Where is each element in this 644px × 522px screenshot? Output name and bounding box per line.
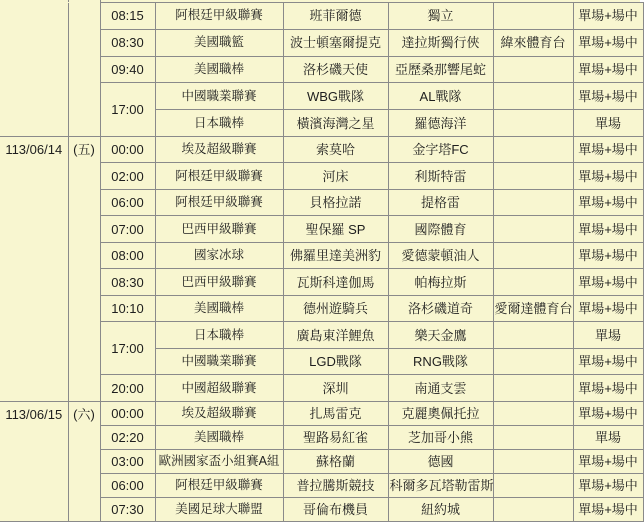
channel-cell [493, 322, 573, 349]
away-team-cell: 獨立 [388, 3, 493, 30]
time-cell: 17:00 [100, 83, 155, 137]
time-cell: 08:30 [100, 269, 155, 296]
bet-type-cell: 單場+場中 [573, 136, 643, 163]
match-row [0, 136, 643, 163]
league-cell: 中國超級聯賽 [155, 375, 283, 402]
home-team-cell: 廣島東洋鯉魚 [283, 322, 388, 349]
bet-type-cell: 單場+場中 [573, 163, 643, 190]
league-cell: 埃及超級聯賽 [155, 136, 283, 163]
home-team-cell: 橫濱海灣之星 [283, 110, 388, 137]
home-team-cell: 德州遊騎兵 [283, 295, 388, 322]
match-row [0, 3, 643, 30]
bet-type-cell: 單場+場中 [573, 56, 643, 83]
bet-type-cell: 單場+場中 [573, 473, 643, 497]
channel-cell [493, 425, 573, 449]
away-team-cell: 紐約城 [388, 497, 493, 521]
bet-type-cell: 單場+場中 [573, 401, 643, 425]
channel-cell [493, 473, 573, 497]
home-team-cell: 扎馬雷克 [283, 401, 388, 425]
channel-cell [493, 269, 573, 296]
time-cell: 07:30 [100, 497, 155, 521]
channel-cell [493, 401, 573, 425]
time-cell: 08:00 [100, 242, 155, 269]
league-cell: 埃及超級聯賽 [155, 401, 283, 425]
league-cell: 日本職棒 [155, 322, 283, 349]
league-cell: 美國職籃 [155, 29, 283, 56]
home-team-cell: 聖保羅 SP [283, 216, 388, 243]
home-team-cell: 佛羅里達美洲豹 [283, 242, 388, 269]
channel-cell [493, 136, 573, 163]
home-team-cell: 普拉騰斯競技 [283, 473, 388, 497]
bet-type-cell: 單場+場中 [573, 497, 643, 521]
bet-type-cell: 單場+場中 [573, 216, 643, 243]
away-team-cell: 利斯特雷 [388, 163, 493, 190]
away-team-cell: 達拉斯獨行俠 [388, 29, 493, 56]
home-team-cell: 聖路易紅雀 [283, 425, 388, 449]
away-team-cell: 樂天金鷹 [388, 322, 493, 349]
time-cell: 00:00 [100, 401, 155, 425]
away-team-cell: 愛德蒙頓油人 [388, 242, 493, 269]
bet-type-cell: 單場+場中 [573, 375, 643, 402]
channel-cell [493, 375, 573, 402]
home-team-cell: 貝格拉諾 [283, 189, 388, 216]
channel-cell [493, 56, 573, 83]
away-team-cell: 國際體育 [388, 216, 493, 243]
channel-cell: 愛爾達體育台 [493, 295, 573, 322]
away-team-cell: 金字塔FC [388, 136, 493, 163]
channel-cell [493, 242, 573, 269]
home-team-cell: 班菲爾德 [283, 3, 388, 30]
home-team-cell: WBG戰隊 [283, 83, 388, 110]
league-cell: 阿根廷甲級聯賽 [155, 473, 283, 497]
bet-type-cell: 單場 [573, 425, 643, 449]
away-team-cell: 德國 [388, 449, 493, 473]
away-team-cell: 帕梅拉斯 [388, 269, 493, 296]
time-cell: 06:00 [100, 189, 155, 216]
league-cell: 巴西甲級聯賽 [155, 216, 283, 243]
home-team-cell: LGD戰隊 [283, 348, 388, 375]
league-cell: 中國職業聯賽 [155, 83, 283, 110]
weekday-cell [68, 3, 100, 137]
channel-cell [493, 189, 573, 216]
time-cell: 17:00 [100, 322, 155, 375]
away-team-cell: 芝加哥小熊 [388, 425, 493, 449]
league-cell: 阿根廷甲級聯賽 [155, 3, 283, 30]
time-cell: 08:15 [100, 3, 155, 30]
time-cell: 02:20 [100, 425, 155, 449]
away-team-cell: 提格雷 [388, 189, 493, 216]
time-cell: 20:00 [100, 375, 155, 402]
league-cell: 日本職棒 [155, 110, 283, 137]
schedule-table-body [0, 3, 643, 522]
date-cell: 113/06/15 [0, 401, 68, 521]
bet-type-cell: 單場+場中 [573, 29, 643, 56]
time-cell: 08:30 [100, 29, 155, 56]
home-team-cell: 蘇格蘭 [283, 449, 388, 473]
home-team-cell: 哥倫布機員 [283, 497, 388, 521]
bet-type-cell: 單場+場中 [573, 348, 643, 375]
league-cell: 阿根廷甲級聯賽 [155, 163, 283, 190]
match-row [0, 401, 643, 425]
away-team-cell: AL戰隊 [388, 83, 493, 110]
date-cell: 113/06/14 [0, 136, 68, 401]
time-cell: 02:00 [100, 163, 155, 190]
home-team-cell: 深圳 [283, 375, 388, 402]
league-cell: 美國職棒 [155, 425, 283, 449]
league-cell: 國家冰球 [155, 242, 283, 269]
weekday-cell: (五) [68, 136, 100, 401]
channel-cell [493, 348, 573, 375]
league-cell: 美國職棒 [155, 295, 283, 322]
away-team-cell: 羅德海洋 [388, 110, 493, 137]
league-cell: 美國足球大聯盟 [155, 497, 283, 521]
bet-type-cell: 單場 [573, 110, 643, 137]
home-team-cell: 河床 [283, 163, 388, 190]
time-cell: 06:00 [100, 473, 155, 497]
home-team-cell: 洛杉磯天使 [283, 56, 388, 83]
bet-type-cell: 單場+場中 [573, 83, 643, 110]
time-cell: 07:00 [100, 216, 155, 243]
away-team-cell: 科爾多瓦塔勒雷斯 [388, 473, 493, 497]
league-cell: 中國職業聯賽 [155, 348, 283, 375]
channel-cell [493, 83, 573, 110]
bet-type-cell: 單場+場中 [573, 449, 643, 473]
channel-cell [493, 163, 573, 190]
away-team-cell: 洛杉磯道奇 [388, 295, 493, 322]
channel-cell [493, 216, 573, 243]
bet-type-cell: 單場+場中 [573, 3, 643, 30]
time-cell: 03:00 [100, 449, 155, 473]
bet-type-cell: 單場+場中 [573, 295, 643, 322]
channel-cell [493, 110, 573, 137]
home-team-cell: 瓦斯科達伽馬 [283, 269, 388, 296]
league-cell: 巴西甲級聯賽 [155, 269, 283, 296]
schedule-table [0, 2, 644, 522]
time-cell: 09:40 [100, 56, 155, 83]
league-cell: 美國職棒 [155, 56, 283, 83]
bet-type-cell: 單場+場中 [573, 189, 643, 216]
away-team-cell: 克麗奧佩托拉 [388, 401, 493, 425]
channel-cell: 緯來體育台 [493, 29, 573, 56]
away-team-cell: 南通支雲 [388, 375, 493, 402]
channel-cell [493, 497, 573, 521]
time-cell: 00:00 [100, 136, 155, 163]
date-cell [0, 3, 68, 137]
bet-type-cell: 單場+場中 [573, 269, 643, 296]
league-cell: 阿根廷甲級聯賽 [155, 189, 283, 216]
channel-cell [493, 449, 573, 473]
away-team-cell: RNG戰隊 [388, 348, 493, 375]
away-team-cell: 亞歷桑那響尾蛇 [388, 56, 493, 83]
bet-type-cell: 單場 [573, 322, 643, 349]
league-cell: 歐洲國家盃小組賽A組 [155, 449, 283, 473]
weekday-cell: (六) [68, 401, 100, 521]
bet-type-cell: 單場+場中 [573, 242, 643, 269]
home-team-cell: 波士頓塞爾提克 [283, 29, 388, 56]
home-team-cell: 索莫哈 [283, 136, 388, 163]
channel-cell [493, 3, 573, 30]
time-cell: 10:10 [100, 295, 155, 322]
